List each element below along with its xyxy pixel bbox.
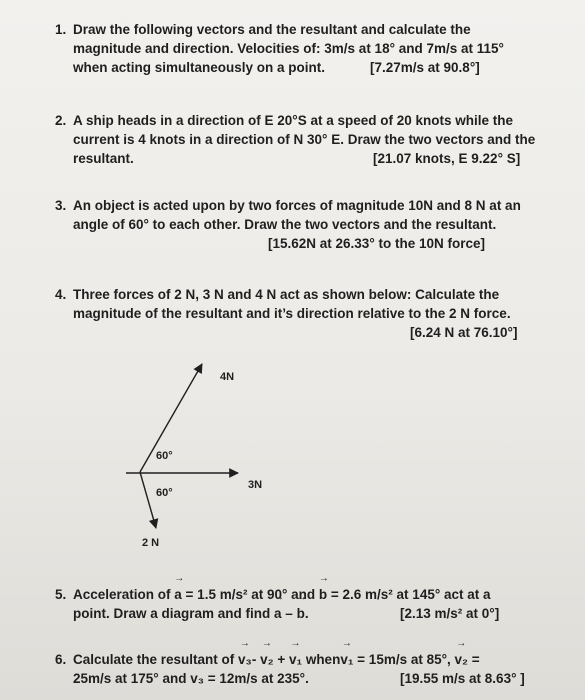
text-run: point. Draw a diagram and find	[73, 606, 275, 621]
text-run: Acceleration of	[73, 587, 175, 602]
answer: [19.55 m/s at 8.63° ]	[400, 671, 525, 686]
vector-v2: → v₂	[260, 650, 274, 669]
question-text-line: An object is acted upon by two forces of magnitude 10N and 8 N at an	[73, 198, 521, 213]
text-run: +	[273, 652, 289, 667]
question-text-line: magnitude of the resultant and it’s direction relative to the 2 N force.	[73, 306, 511, 321]
angle-label-upper: 60°	[156, 450, 173, 462]
text-run: 25m/s at 175° and	[73, 671, 191, 686]
question-3	[55, 196, 575, 256]
text-run: .	[304, 606, 309, 621]
text-run: when	[302, 652, 341, 667]
vector-v3: → v₃	[190, 669, 204, 688]
vector-a: → a	[174, 585, 182, 604]
vector-b: → b	[319, 585, 327, 604]
question-number: 2.	[55, 113, 67, 128]
text-run: Calculate the resultant of	[73, 652, 239, 667]
text-run: –	[281, 606, 297, 621]
label-4n: 4N	[220, 371, 235, 383]
label-2n: 2 N	[142, 537, 160, 549]
text-run: = 12m/s at 235°.	[203, 671, 309, 686]
vector-v1: → v₁	[340, 650, 353, 669]
text-run: = 15m/s at 85°,	[353, 652, 455, 667]
answer: [7.27m/s at 90.8°]	[370, 60, 480, 75]
question-4	[55, 285, 575, 345]
question-number: 1.	[55, 22, 67, 37]
text-run: -	[251, 652, 261, 667]
label-3n: 3N	[248, 479, 263, 491]
vector-a: → a	[274, 604, 282, 623]
vector-2n	[140, 472, 156, 528]
text-run: = 1.5 m/s² at 90° and	[181, 587, 319, 602]
question-text-line: magnitude and direction. Velocities of: 3m/s at 18° and 7m/s at 115°	[73, 41, 504, 56]
vector-v2: → v₂	[455, 650, 469, 669]
question-number: 5.	[55, 587, 67, 602]
text-run: = 2.6 m/s² at 145° act at a	[327, 587, 491, 602]
question-text-line: Three forces of 2 N, 3 N and 4 N act as shown below: Calculate the	[73, 287, 500, 302]
question-text-line: A ship heads in a direction of E 20°S at a speed of 20 knots while the	[73, 113, 514, 128]
vector-v3: → v₃	[238, 650, 252, 669]
question-6	[55, 650, 575, 695]
question-1	[55, 20, 575, 80]
question-text-line: current is 4 knots in a direction of N 30° E. Draw the two vectors and the	[73, 132, 536, 147]
question-2	[55, 111, 575, 171]
question-number: 4.	[55, 287, 67, 302]
question-5	[55, 585, 575, 630]
answer: [15.62N at 26.33° to the 10N force]	[268, 236, 485, 251]
question-number: 6.	[55, 652, 67, 667]
force-diagram	[110, 350, 310, 555]
vector-v1: → v₁	[289, 650, 302, 669]
question-text-line: resultant.	[73, 151, 134, 166]
question-text-line: Draw the following vectors and the resultant and calculate the	[73, 22, 471, 37]
angle-label-lower: 60°	[156, 487, 173, 499]
text-run: =	[468, 652, 480, 667]
question-number: 3.	[55, 198, 67, 213]
vector-b: → b	[297, 604, 305, 623]
question-text-line: angle of 60° to each other. Draw the two vectors and the resultant.	[73, 217, 497, 232]
answer: [21.07 knots, E 9.22° S]	[373, 151, 521, 166]
answer: [6.24 N at 76.10°]	[410, 325, 518, 340]
question-text-line	[73, 650, 480, 669]
answer: [2.13 m/s² at 0°]	[400, 606, 500, 621]
question-text-line: when acting simultaneously on a point.	[73, 60, 326, 75]
